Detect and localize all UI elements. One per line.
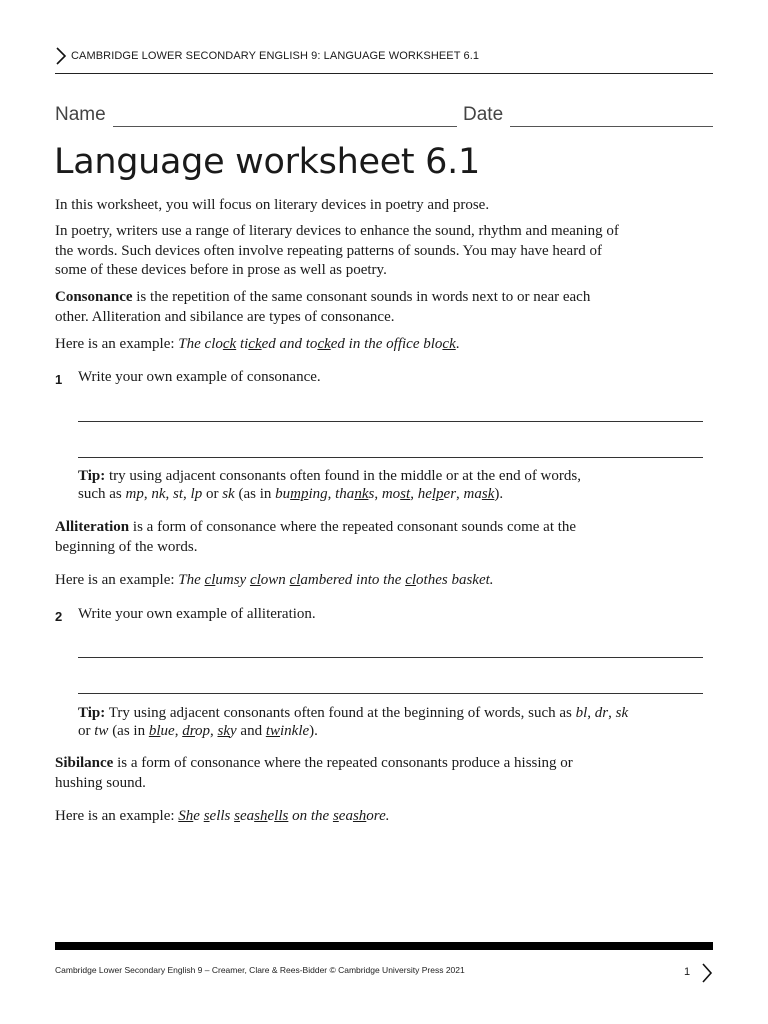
answer-line-2b[interactable] xyxy=(78,693,703,694)
name-label: Name xyxy=(55,104,106,125)
answer-line-1a[interactable] xyxy=(78,421,703,422)
chevron-right-icon xyxy=(54,46,68,66)
name-field-line[interactable] xyxy=(113,126,457,127)
tip-1: Tip: try using adjacent consonants often found in the middle or at the end of words, such as mp, nk, st, lp or sk (as in bumping, thanks, most, helper, mask). xyxy=(78,468,581,502)
answer-line-2a[interactable] xyxy=(78,657,703,658)
footer-credit: Cambridge Lower Secondary English 9 – Creamer, Clare & Rees-Bidder © Cambridge University Press 2021 xyxy=(55,965,465,975)
intro-paragraph-1: In this worksheet, you will focus on literary devices in poetry and prose. xyxy=(55,197,490,213)
intro-paragraph-2: In poetry, writers use a range of literary devices to enhance the sound, rhythm and meaning of the words. Such devices often involve repeating patterns of sounds. You may have heard of some of these devices before in prose as well as poetry. xyxy=(55,223,619,278)
running-header: CAMBRIDGE LOWER SECONDARY ENGLISH 9: LANGUAGE WORKSHEET 6.1 xyxy=(71,50,480,62)
sibilance-example: Here is an example: She sells seashells on the seashore. xyxy=(55,808,390,824)
chevron-right-icon[interactable] xyxy=(700,962,714,984)
question-2-number: 2 xyxy=(55,609,63,624)
tip-2: Tip: Try using adjacent consonants often found at the beginning of words, such as bl, dr, sk or tw (as in blue, drop, sky and twinkle). xyxy=(78,705,629,739)
sibilance-definition: Sibilance is a form of consonance where the repeated consonants produce a hissing or hushing sound. xyxy=(55,755,573,791)
page-title: Language worksheet 6.1 xyxy=(54,142,480,182)
question-1-text: Write your own example of consonance. xyxy=(78,369,321,385)
alliteration-definition: Alliteration is a form of consonance where the repeated consonant sounds come at the beginning of the words. xyxy=(55,519,577,555)
consonance-example: Here is an example: The clock ticked and tocked in the office block. xyxy=(55,336,460,352)
question-1-number: 1 xyxy=(55,372,63,387)
consonance-definition: Consonance is the repetition of the same consonant sounds in words next to or near each other. Alliteration and sibilance are types of consonance. xyxy=(55,289,591,325)
date-label: Date xyxy=(463,104,504,125)
alliteration-example: Here is an example: The clumsy clown clambered into the clothes basket. xyxy=(55,572,494,588)
page-number: 1 xyxy=(684,966,691,978)
date-field-line[interactable] xyxy=(510,126,713,127)
header-rule xyxy=(55,73,713,74)
footer-bar xyxy=(55,942,713,950)
question-2-text: Write your own example of alliteration. xyxy=(78,606,316,622)
answer-line-1b[interactable] xyxy=(78,457,703,458)
